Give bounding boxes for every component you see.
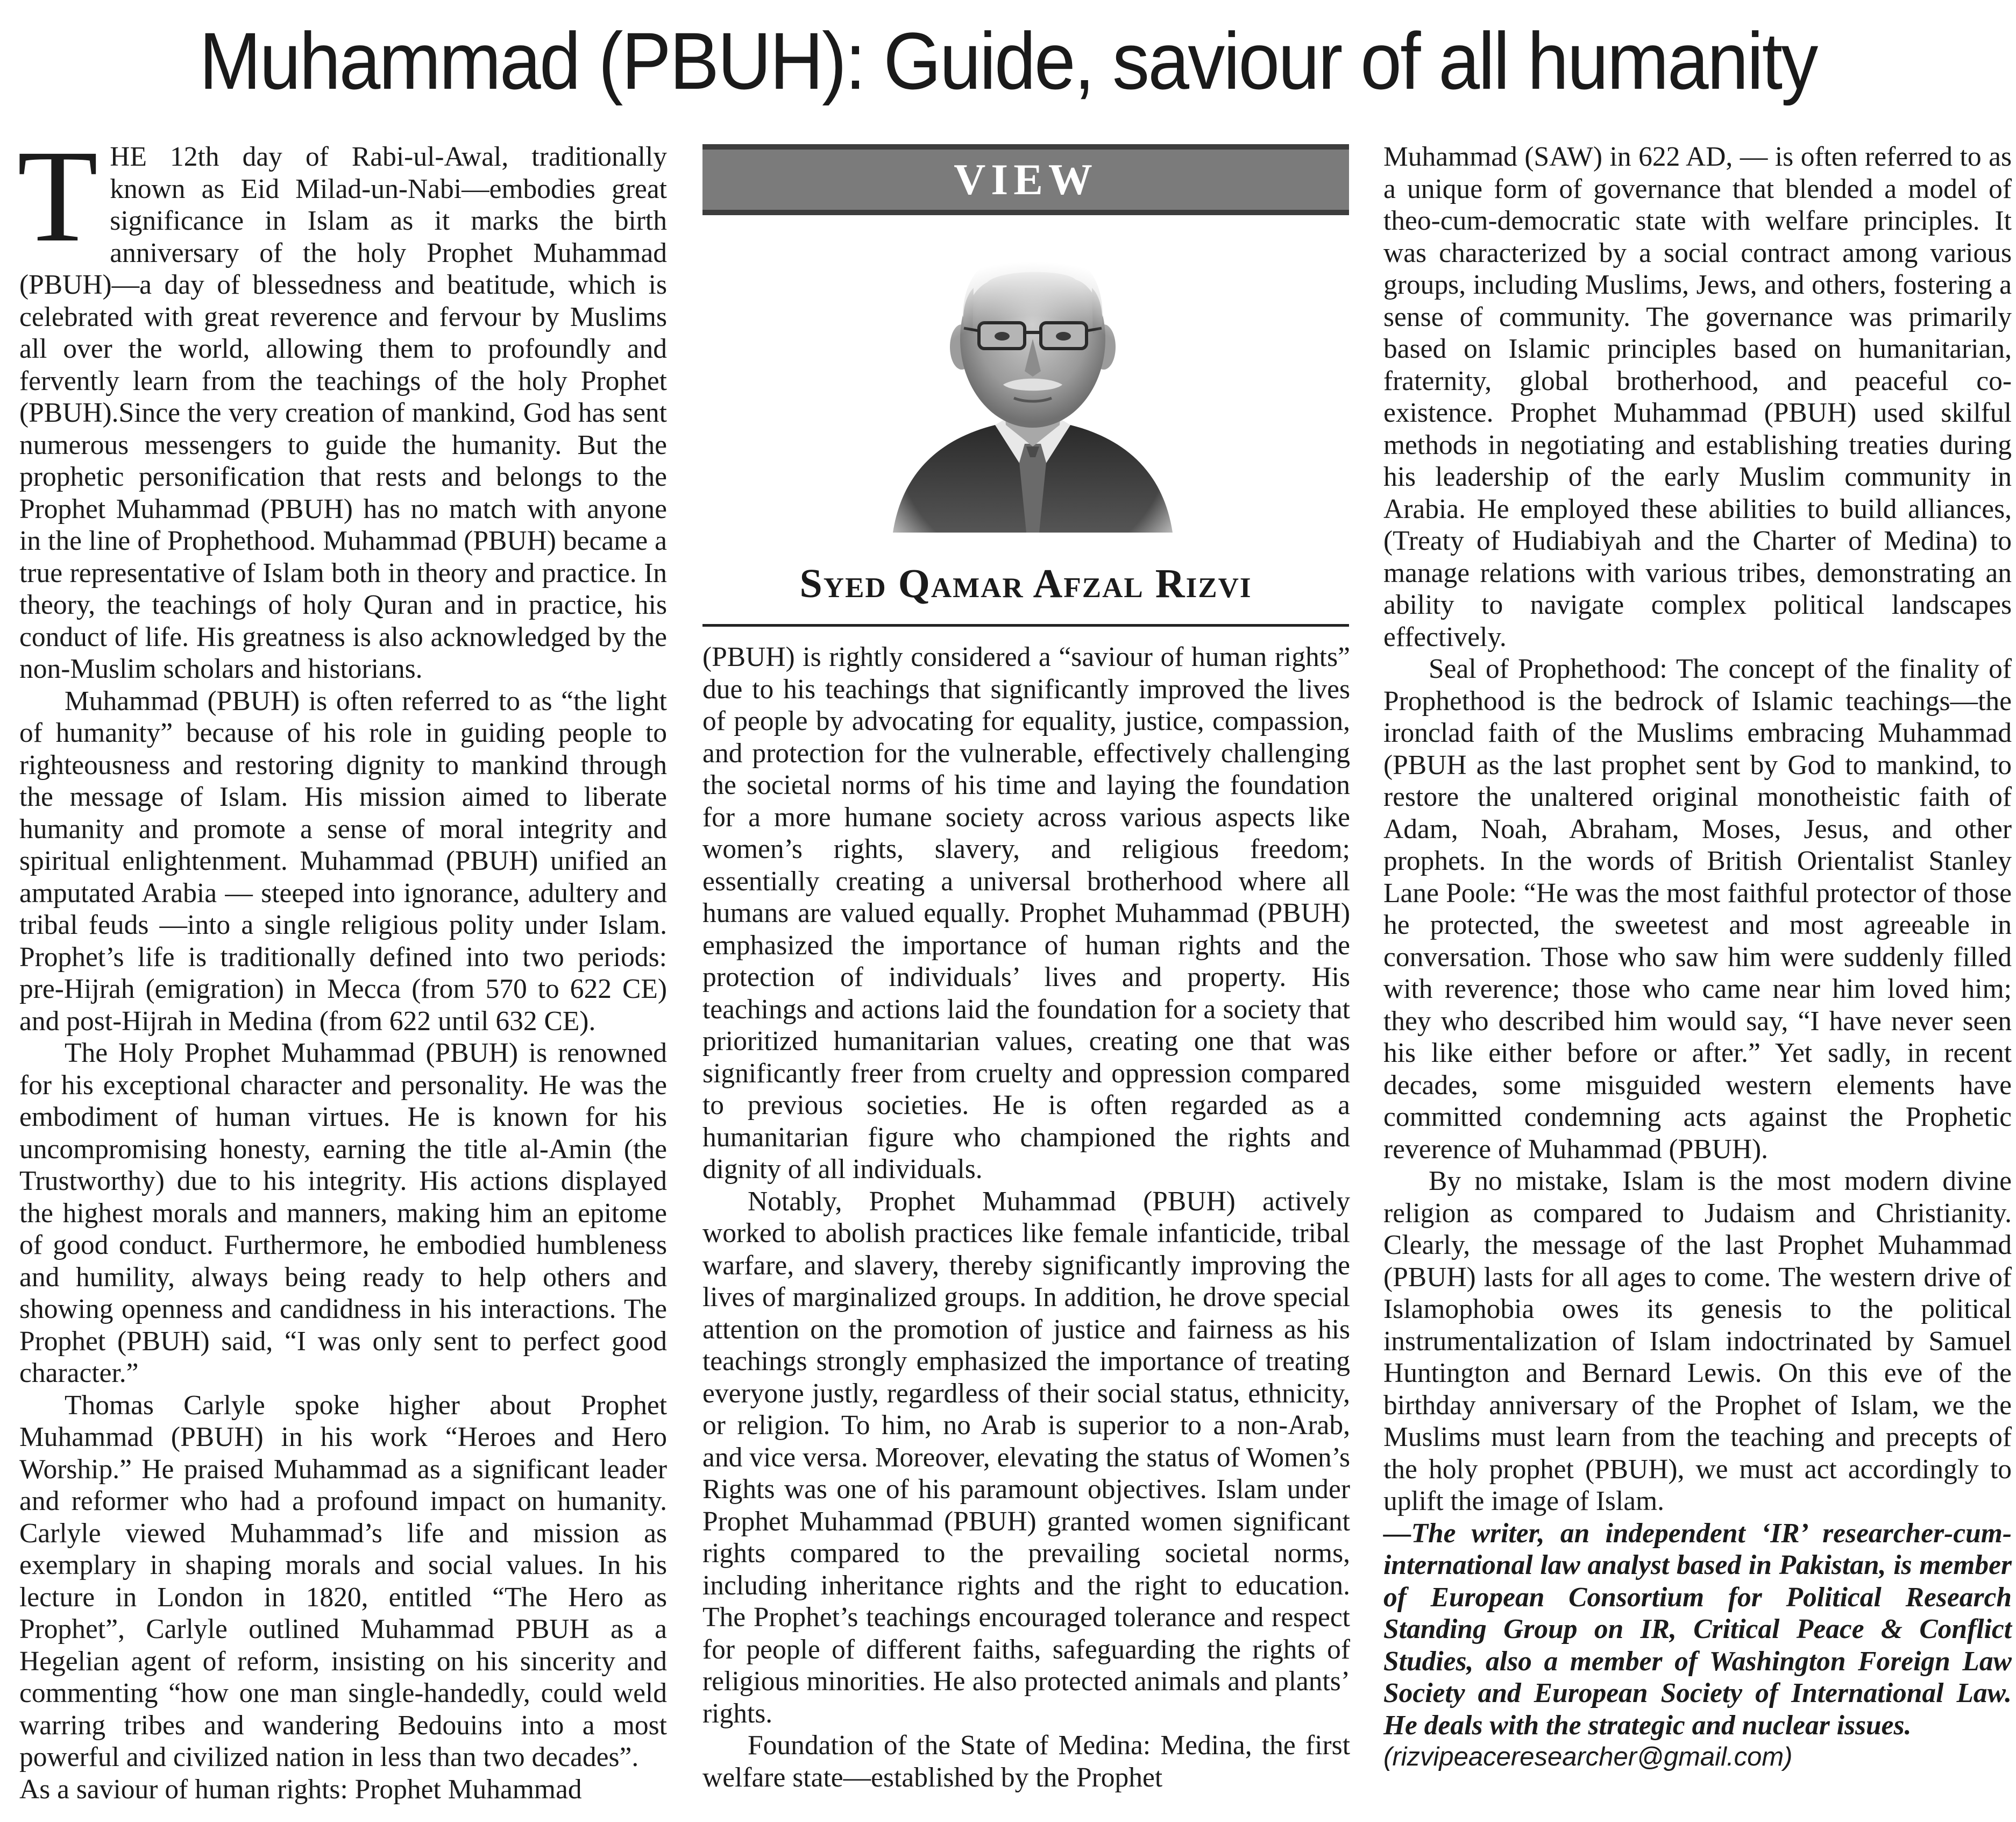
article-column-3 <box>1383 141 2012 1774</box>
paragraph: Muhammad (SAW) in 622 AD, — is often referred to as a unique form of governance that blended a model of theo-cum-democratic state with welfare principles. It was characterized by a social contract among various groups, including Muslims, Jews, and others, fostering a sense of community. The governance was primarily based on Islamic principles based on humanitarian, fraternity, global brotherhood, and peaceful co-existence. Prophet Muhammad (PBUH) used skilful methods in negotiating and establishing treaties during his leadership of the early Muslim community in Arabia. He employed these abilities to build alliances, (Treaty of Hudiabiyah and the Charter of Medina) to manage relations with various tribes, demonstrating an ability to navigate complex political landscapes effectively. <box>1383 141 2012 653</box>
paragraph: The Holy Prophet Muhammad (PBUH) is renowned for his exceptional character and personality. He was the embodiment of human virtues. He is known for his uncompromising honesty, earning the title al-Amin (the Trustworthy) due to his integrity. His actions displayed the highest morals and manners, making him an epitome of good conduct. Furthermore, he embodied humbleness and humility, always being ready to help others and showing openness and candidness in his interactions. The Prophet (PBUH) said, “I was only sent to perfect good character.” <box>19 1038 667 1388</box>
paragraph: Muhammad (PBUH) is often referred to as “the light of humanity” because of his role in guiding people to righteousness and restoring dignity to mankind through the message of Islam. His mission aimed to liberate humanity and promote a sense of moral integrity and spiritual enlightenment. Muhammad (PBUH) unified an amputated Arabia — steeped into ignorance, adultery and tribal feuds —into a single religious polity under Islam. Prophet’s life is traditionally defined into two periods: pre-Hijrah (emigration) in Mecca (from 570 to 622 CE) and post-Hijrah in Medina (from 622 until 632 CE). <box>19 685 667 1037</box>
article-column-1 <box>17 123 667 1805</box>
section-label: VIEW <box>954 155 1098 204</box>
author-portrait-icon <box>871 231 1194 533</box>
paragraph: Notably, Prophet Muhammad (PBUH) actively worked to abolish practices like female infanticide, tribal warfare, and slavery, thereby significantly improving the lives of marginalized groups. In addition, he drove special attention on the promotion of justice and fairness as his teachings strongly emphasized the importance of treating everyone justly, regardless of their social status, ethnicity, or religion. To him, no Arab is superior to a non-Arab, and vice versa. Moreover, elevating the status of Women’s Rights was one of his paramount objectives. Islam under Prophet Muhammad (PBUH) granted women significant rights compared to the prevailing societal norms, including inheritance rights and the right to education. The Prophet’s teachings encouraged tolerance and respect for people of different faiths, safeguarding the rights of religious minorities. He also protected animals and plants’ rights. <box>702 1186 1350 1729</box>
paragraph: (PBUH) is rightly considered a “saviour of human rights” due to his teachings that significantly improved the lives of people by advocating for equality, justice, compassion, and protection for the vulnerable, effectively challenging the societal norms of his time and laying the foundation for a more humane society across various aspects like women’s rights, slavery, and religious freedom; essentially creating a universal brotherhood where all humans are valued equally. Prophet Muhammad (PBUH) emphasized the importance of human rights and the protection of individuals’ lives and property. His teachings and actions laid the foundation for a society that prioritized humanitarian values, creating one that was significantly freer from cruelty and oppression compared to previous societies. He is often regarded as a humanitarian figure who championed the rights and dignity of all individuals. <box>702 642 1350 1185</box>
headline: Muhammad (PBUH): Guide, saviour of all humanity <box>199 16 1817 106</box>
drop-cap: T <box>17 123 98 270</box>
paragraph: Thomas Carlyle spoke higher about Prophet Muhammad (PBUH) in his work “Heroes and Hero Worship.” He praised Muhammad as a significant leader and reformer who had a profound impact on humanity. Carlyle viewed Muhammad’s life and mission as exemplary in shaping morals and social values. In his lecture in London in 1820, entitled “The Hero as Prophet”, Carlyle outlined Muhammad PBUH as a Hegelian agent of reform, insisting on his sincerity and commenting “how one man single-handedly, could weld warring tribes and wandering Bedouins into a most powerful and civilized nation in less than two decades”. <box>19 1389 667 1773</box>
paragraph: By no mistake, Islam is the most modern divine religion as compared to Judaism and Christianity. Clearly, the message of the last Prophet Muhammad (PBUH) lasts for all ages to come. The western drive of Islamophobia owes its genesis to the political instrumentalization of Islam indoctrinated by Samuel Huntington and Bernard Lewis. On this eve of the birthday anniversary of the Prophet of Islam, we the Muslims must learn from the teaching and precepts of the holy prophet (PBUH), we must act accordingly to uplift the image of Islam. <box>1383 1166 2012 1516</box>
paragraph: As a saviour of human rights: Prophet Muhammad <box>19 1774 582 1805</box>
paragraph: Foundation of the State of Medina: Medina, the first welfare state—established by the Prophet <box>702 1730 1350 1793</box>
paragraph: Seal of Prophethood: The concept of the finality of Prophethood is the bedrock of Islamic teachings—the ironclad faith of the Muslims embracing Muhammad (PBUH as the last prophet sent by God to mankind, to restore the unaltered original monotheistic faith of Adam, Noah, Abraham, Moses, Jesus, and other prophets. In the words of British Orientalist Stanley Lane Poole: “He was the most faithful protector of those he protected, the sweetest and most agreeable in conversation. Those who saw him were suddenly filled with reverence; those who came near him loved him; they who described him would say, “I have never seen his like either before or after.” Yet sadly, in recent decades, some misguided western elements have committed condemning acts against the Prophetic reverence of Muhammad (PBUH). <box>1383 654 2012 1165</box>
article-column-2 <box>702 641 1350 1793</box>
author-email: (rizvipeaceresearcher@gmail.com) <box>1383 1742 1793 1771</box>
paragraph: THE 12th day of Rabi-ul-Awal, traditionally known as Eid Milad-un-Nabi—embodies great significance in Islam as it marks the birth anniversary of the holy Prophet Muhammad (PBUH)—a day of blessedness and beatitude, which is celebrated with great reverence and fervour by Muslims all over the world, allowing them to profoundly and fervently learn from the teachings of the holy Prophet (PBUH).Since the very creation of mankind, God has sent numerous messengers to guide the humanity. But the prophetic personification that rests and belongs to the Prophet Muhammad (PBUH) has no match with anyone in the line of Prophethood. Muhammad (PBUH) became a true representative of Islam both in theory and practice. In theory, the teachings of holy Quran and in practice, his conduct of life. His greatness is also acknowledged by the non-Muslim scholars and historians. <box>17 123 667 684</box>
author-byline: Syed Qamar Afzal Rizvi <box>799 561 1252 606</box>
author-bio: —The writer, an independent ‘IR’ researcher-cum-international law analyst based in Pakistan, is member of European Consortium for Political Research Standing Group on IR, Critical Peace & Conflict Studies, also a member of Washington Foreign Law Society and European Society of International Law. He deals with the strategic and nuclear issues. <box>1383 1518 2012 1741</box>
byline-divider <box>702 624 1349 627</box>
section-label-banner <box>702 144 1349 215</box>
